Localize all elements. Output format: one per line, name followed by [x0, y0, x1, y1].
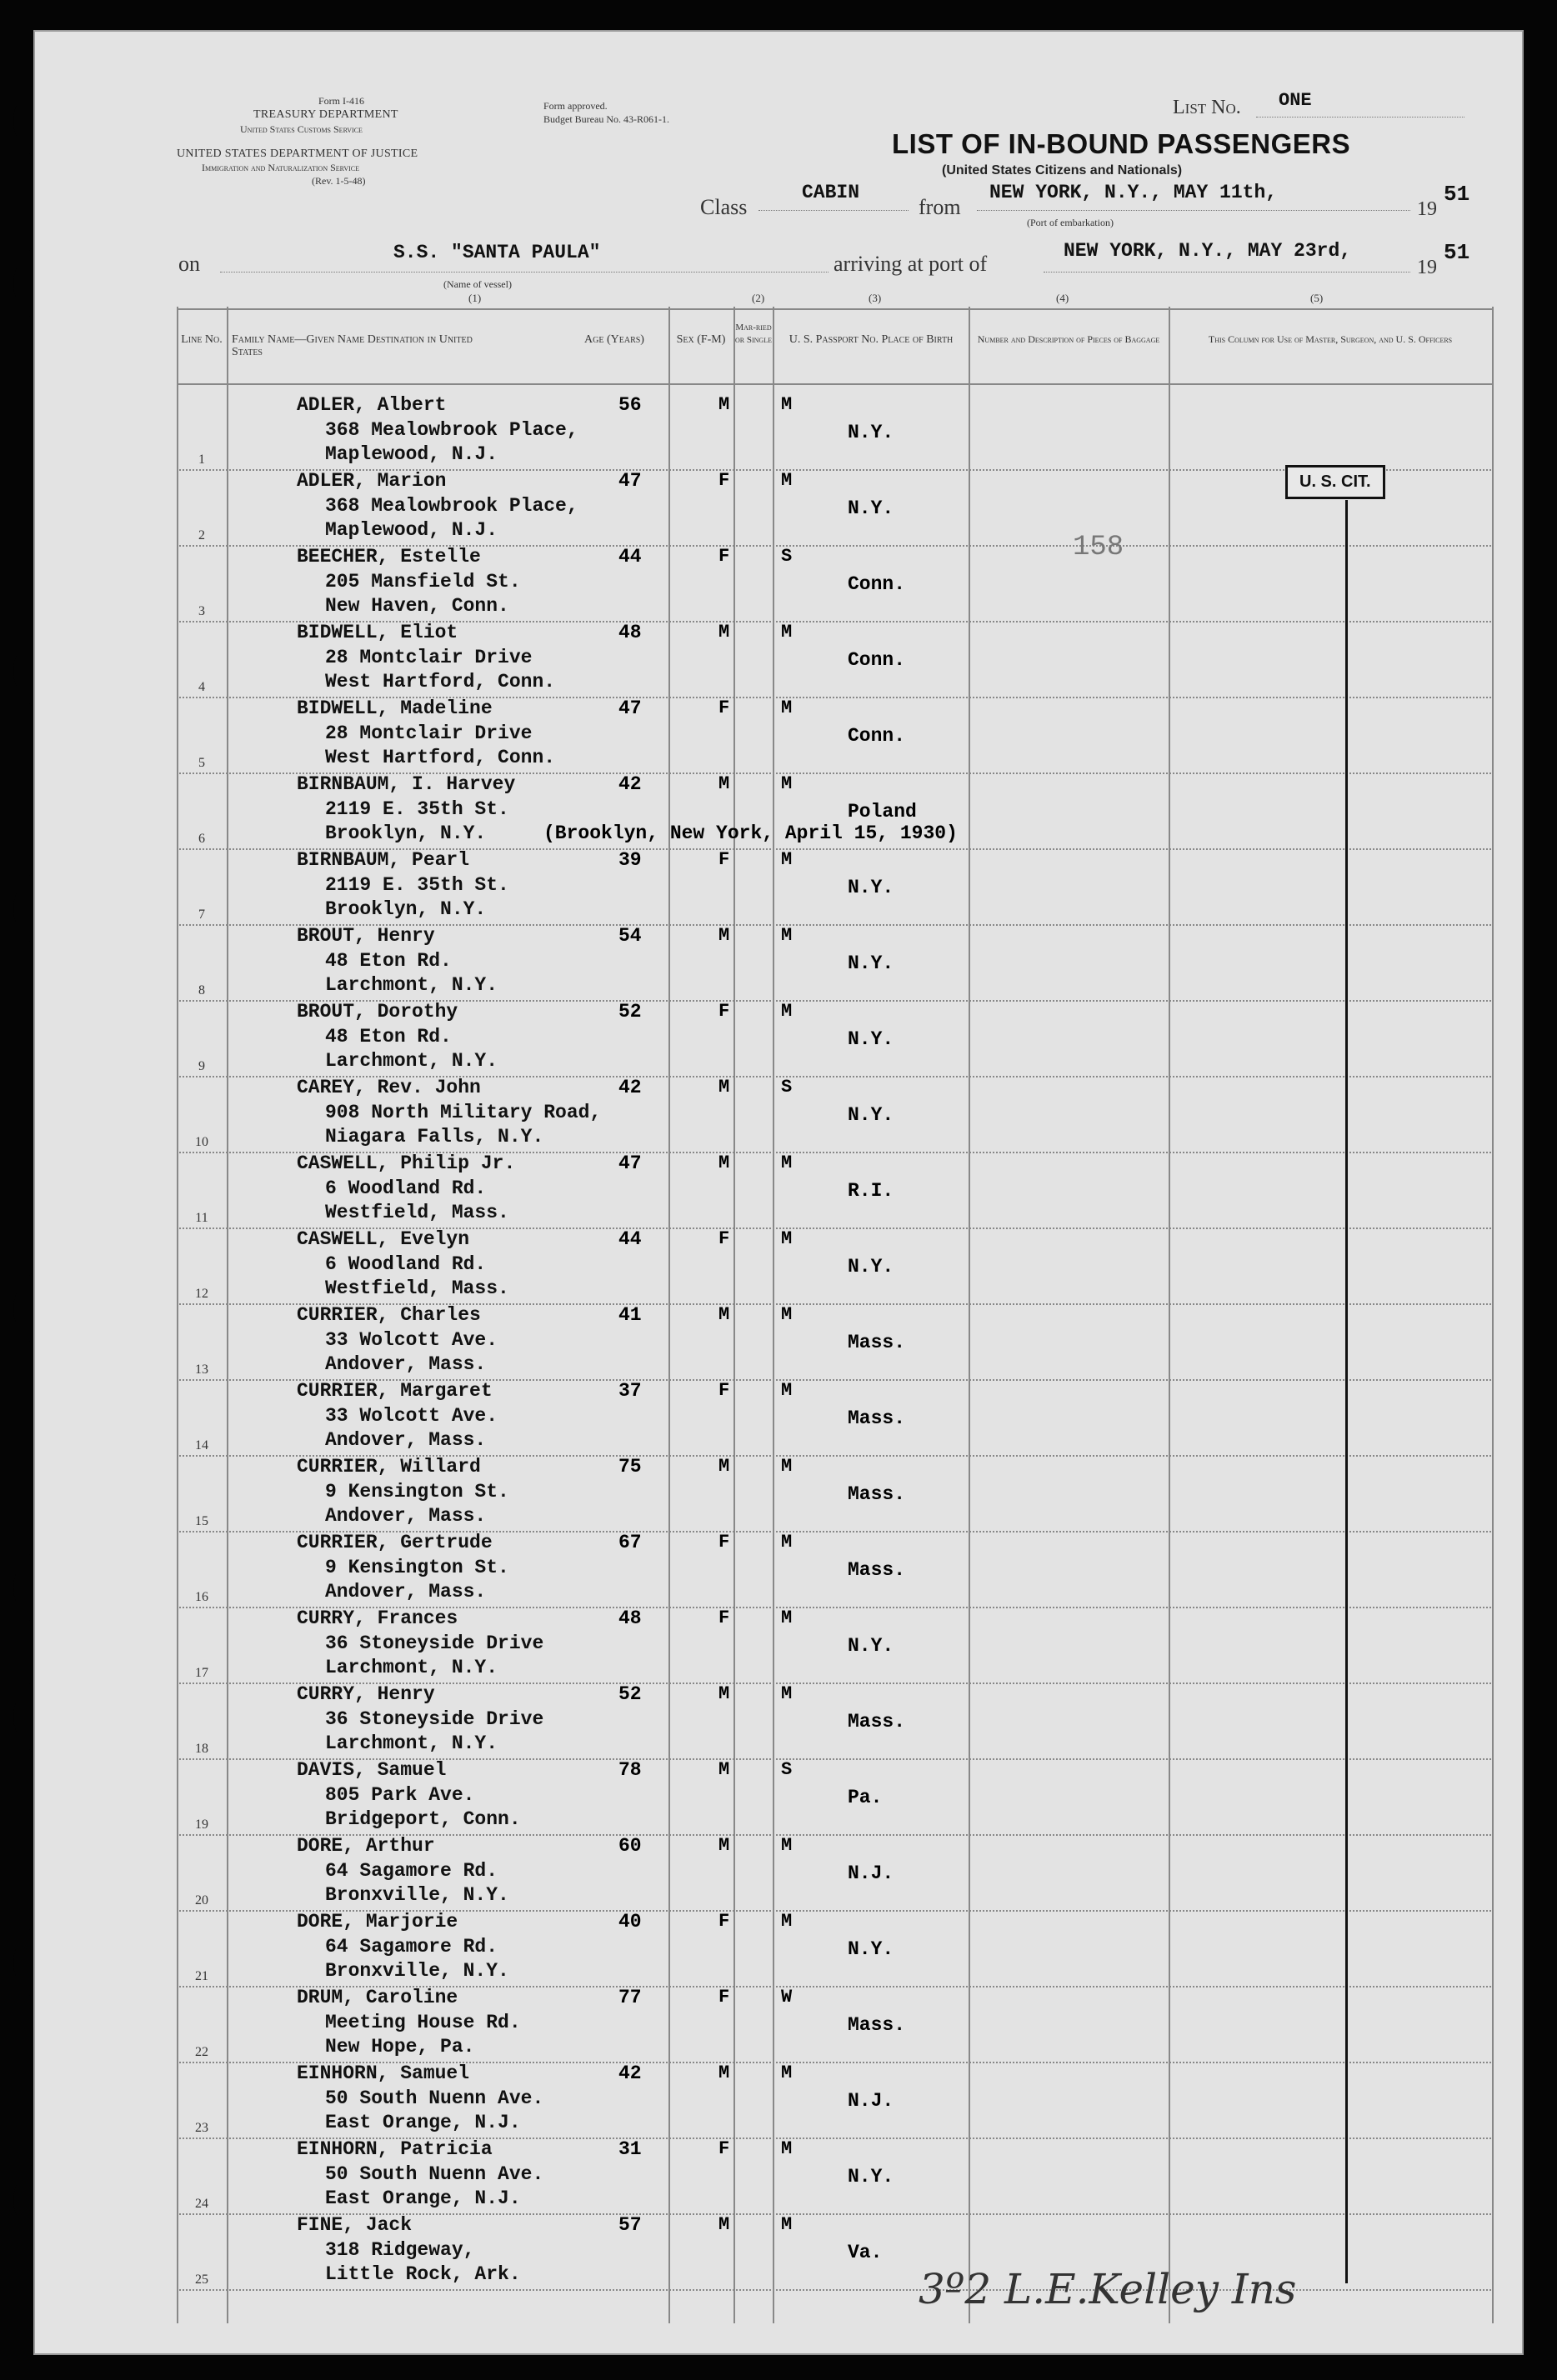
age-value: 44: [618, 1228, 642, 1250]
passenger-name: BEECHER, Estelle: [297, 546, 481, 568]
address-line-2: Bridgeport, Conn.: [325, 1808, 521, 1830]
address-line-1: 50 South Nuenn Ave.: [325, 2088, 544, 2109]
passenger-name: FINE, Jack: [297, 2214, 413, 2236]
sex-value: F: [718, 698, 730, 718]
age-value: 41: [618, 1304, 642, 1326]
address-line-2: East Orange, N.J.: [325, 2112, 521, 2133]
budget-bureau: Budget Bureau No. 43-R061-1.: [543, 113, 669, 125]
sex-value: F: [718, 1987, 730, 2008]
list-no-value: ONE: [1279, 90, 1312, 111]
arrival-year: 51: [1444, 240, 1470, 265]
line-number: 23: [195, 2121, 208, 2135]
us-citizen-stamp: U. S. CIT.: [1285, 465, 1385, 499]
sex-value: M: [718, 1456, 730, 1477]
place-of-birth: N.Y.: [848, 952, 894, 974]
marital-status: M: [781, 1001, 793, 1022]
address-line-1: 33 Wolcott Ave.: [325, 1329, 498, 1351]
col-header-name: Family Name—Given Name Destination in United States: [232, 333, 473, 358]
line-number: 13: [195, 1362, 208, 1377]
address-line-2: Maplewood, N.J.: [325, 443, 498, 465]
passenger-name: CASWELL, Philip Jr.: [297, 1152, 516, 1174]
place-of-birth: N.Y.: [848, 1256, 894, 1278]
table-top-rule: [177, 308, 1494, 310]
line-number: 18: [195, 1742, 208, 1756]
marital-status: M: [781, 470, 793, 491]
sex-value: F: [718, 849, 730, 870]
marital-status: M: [781, 1683, 793, 1704]
column-number: (2): [752, 292, 765, 304]
table-row: [177, 1379, 1494, 1457]
line-number: 17: [195, 1666, 208, 1680]
manifest-page: [33, 30, 1524, 2355]
marital-status: M: [781, 849, 793, 870]
column-number: (1): [468, 292, 482, 304]
line-number: 6: [198, 832, 205, 846]
address-line-2: Andover, Mass.: [325, 1505, 487, 1527]
place-of-birth: Conn.: [848, 573, 906, 595]
sex-value: M: [718, 1077, 730, 1098]
marital-status: M: [781, 1911, 793, 1932]
class-value: CABIN: [802, 182, 860, 203]
line-number: 21: [195, 1969, 208, 1983]
sex-value: M: [718, 394, 730, 415]
address-line-1: 205 Mansfield St.: [325, 571, 521, 592]
address-line-2: Larchmont, N.Y.: [325, 1657, 498, 1678]
line-number: 19: [195, 1818, 208, 1832]
age-value: 52: [618, 1001, 642, 1022]
address-line-2: Maplewood, N.J.: [325, 519, 498, 541]
arrival-value: NEW YORK, N.Y., MAY 23rd,: [1064, 240, 1352, 262]
line-number: 14: [195, 1438, 208, 1452]
address-line-2: Brooklyn, N.Y.: [325, 898, 487, 920]
place-of-birth: Mass.: [848, 1408, 906, 1429]
sex-value: F: [718, 1380, 730, 1401]
address-line-2: Westfield, Mass.: [325, 1202, 509, 1223]
age-value: 78: [618, 1759, 642, 1781]
passenger-name: ADLER, Marion: [297, 470, 447, 492]
officer-signature: 3º2 L.E.Kelley Ins: [919, 2265, 1297, 2313]
immigration-service: Immigration and Naturalization Service: [202, 162, 360, 173]
arriving-label: arriving at port of: [834, 252, 988, 276]
table-row: [177, 1531, 1494, 1608]
col-header-officers: This Column for Use of Master, Surgeon, and U. S. Officers: [1208, 333, 1453, 345]
place-of-birth: N.Y.: [848, 498, 894, 519]
address-line-1: 48 Eton Rd.: [325, 950, 452, 972]
passenger-name: CURRY, Henry: [297, 1683, 435, 1705]
address-line-1: 2119 E. 35th St.: [325, 874, 509, 896]
line-number: 4: [198, 680, 205, 694]
table-row: [177, 1986, 1494, 2063]
address-line-1: 805 Park Ave.: [325, 1784, 475, 1806]
address-line-2: Westfield, Mass.: [325, 1278, 509, 1299]
age-value: 52: [618, 1683, 642, 1705]
address-line-1: 64 Sagamore Rd.: [325, 1936, 498, 1958]
line-number: 1: [198, 452, 205, 467]
col-header-sex: Sex (F-M): [676, 333, 726, 346]
age-value: 75: [618, 1456, 642, 1478]
table-row: [177, 2062, 1494, 2139]
place-of-birth: N.J.: [848, 2090, 894, 2112]
passenger-name: DAVIS, Samuel: [297, 1759, 447, 1781]
sex-value: F: [718, 1608, 730, 1628]
line-number: 3: [198, 604, 205, 618]
place-of-birth: Pa.: [848, 1787, 883, 1808]
sex-value: M: [718, 925, 730, 946]
address-line-2: West Hartford, Conn.: [325, 671, 556, 692]
sex-value: F: [718, 1228, 730, 1249]
address-line-2: Andover, Mass.: [325, 1429, 487, 1451]
sex-value: M: [718, 2214, 730, 2235]
line-number: 11: [195, 1211, 208, 1225]
address-line-2: Andover, Mass.: [325, 1581, 487, 1602]
col-header-passport: U. S. Passport No. Place of Birth: [789, 333, 954, 346]
line-number: 5: [198, 756, 205, 770]
table-row: [177, 1303, 1494, 1381]
age-value: 39: [618, 849, 642, 871]
year-prefix: 19: [1417, 198, 1437, 220]
address-line-1: 2119 E. 35th St.: [325, 798, 509, 820]
passenger-name: BIRNBAUM, Pearl: [297, 849, 470, 871]
place-of-birth: N.J.: [848, 1862, 894, 1884]
place-of-birth: Poland: [848, 801, 917, 822]
on-label: on: [178, 252, 200, 276]
age-value: 67: [618, 1532, 642, 1553]
address-line-2: New Haven, Conn.: [325, 595, 509, 617]
age-value: 44: [618, 546, 642, 568]
age-value: 48: [618, 622, 642, 643]
passenger-name: CASWELL, Evelyn: [297, 1228, 470, 1250]
address-line-2: Bronxville, N.Y.: [325, 1884, 509, 1906]
age-value: 47: [618, 1152, 642, 1174]
passenger-name: DORE, Marjorie: [297, 1911, 458, 1932]
age-value: 31: [618, 2138, 642, 2160]
table-row: [177, 621, 1494, 698]
marital-status: M: [781, 622, 793, 642]
address-line-1: 64 Sagamore Rd.: [325, 1860, 498, 1882]
table-row: [177, 393, 1494, 471]
line-number: 10: [195, 1135, 208, 1149]
marital-status: W: [781, 1987, 793, 2008]
address-line-1: 908 North Military Road,: [325, 1102, 602, 1123]
address-line-1: 48 Eton Rd.: [325, 1026, 452, 1048]
column-number: (4): [1056, 292, 1069, 304]
justice-dept: UNITED STATES DEPARTMENT OF JUSTICE: [177, 148, 418, 160]
table-row: [177, 772, 1494, 850]
age-value: 42: [618, 773, 642, 795]
revision-date: (Rev. 1-5-48): [312, 175, 366, 187]
place-of-birth: N.Y.: [848, 1635, 894, 1657]
passenger-name: CURRIER, Charles: [297, 1304, 481, 1326]
table-row: [177, 1607, 1494, 1684]
marital-status: M: [781, 2138, 793, 2159]
passenger-name: BROUT, Dorothy: [297, 1001, 458, 1022]
passenger-name: EINHORN, Samuel: [297, 2062, 470, 2084]
age-value: 42: [618, 1077, 642, 1098]
page-title: LIST OF IN-BOUND PASSENGERS: [892, 128, 1351, 159]
passenger-name: CURRIER, Willard: [297, 1456, 481, 1478]
age-value: 37: [618, 1380, 642, 1402]
address-line-1: 368 Mealowbrook Place,: [325, 495, 578, 517]
age-value: 40: [618, 1911, 642, 1932]
place-of-birth: N.Y.: [848, 2166, 894, 2188]
marital-status: M: [781, 1835, 793, 1856]
table-row: [177, 1758, 1494, 1836]
sex-value: F: [718, 470, 730, 491]
place-of-birth: R.I.: [848, 1180, 894, 1202]
address-line-2: Andover, Mass.: [325, 1353, 487, 1375]
baggage-count: 158: [1073, 532, 1124, 563]
table-row: [177, 1228, 1494, 1305]
line-number: 15: [195, 1514, 208, 1528]
column-number: (5): [1310, 292, 1324, 304]
address-line-1: 28 Montclair Drive: [325, 647, 533, 668]
form-number: Form I-416: [318, 95, 364, 107]
line-number: 8: [198, 983, 205, 998]
sex-value: M: [718, 1683, 730, 1704]
address-line-2: Brooklyn, N.Y.: [325, 822, 487, 844]
line-number: 12: [195, 1287, 208, 1301]
age-value: 47: [618, 698, 642, 719]
address-line-1: 6 Woodland Rd.: [325, 1253, 487, 1275]
address-line-2: East Orange, N.J.: [325, 2188, 521, 2209]
age-value: 54: [618, 925, 642, 947]
line-number: 22: [195, 2045, 208, 2059]
marital-status: M: [781, 1380, 793, 1401]
place-of-birth: Mass.: [848, 1483, 906, 1505]
address-line-1: 368 Mealowbrook Place,: [325, 419, 578, 441]
place-of-birth: N.Y.: [848, 1104, 894, 1126]
age-value: 42: [618, 2062, 642, 2084]
age-value: 56: [618, 394, 642, 416]
address-line-1: 36 Stoneyside Drive: [325, 1708, 544, 1730]
age-value: 47: [618, 470, 642, 492]
line-number: 2: [198, 528, 205, 542]
place-of-birth: Mass.: [848, 1711, 906, 1732]
col-header-baggage: Number and Description of Pieces of Baggage: [977, 333, 1160, 345]
stamp-continuation-line: [1345, 500, 1348, 2283]
passenger-name: ADLER, Albert: [297, 394, 447, 416]
marital-status: M: [781, 1608, 793, 1628]
line-number: 25: [195, 2272, 208, 2287]
address-line-1: 36 Stoneyside Drive: [325, 1632, 544, 1654]
place-of-birth: N.Y.: [848, 877, 894, 898]
sex-value: M: [718, 2062, 730, 2083]
passenger-name: BIDWELL, Eliot: [297, 622, 458, 643]
table-row: [177, 1834, 1494, 1912]
page-subtitle: (United States Citizens and Nationals): [942, 163, 1183, 178]
dotted-rule: [758, 210, 909, 211]
col-header-married: Mar-ried or Single: [735, 322, 772, 345]
address-line-1: Meeting House Rd.: [325, 2012, 521, 2033]
place-of-birth: N.Y.: [848, 1028, 894, 1050]
sex-value: F: [718, 1911, 730, 1932]
passenger-name: CURRIER, Gertrude: [297, 1532, 493, 1553]
marital-status: M: [781, 2062, 793, 2083]
dotted-rule: [977, 210, 1410, 211]
age-value: 57: [618, 2214, 642, 2236]
form-approved: Form approved.: [543, 100, 608, 112]
line-number: 7: [198, 908, 205, 922]
table-row: [177, 1455, 1494, 1532]
line-number: 16: [195, 1590, 208, 1604]
sex-value: M: [718, 1304, 730, 1325]
line-number: 9: [198, 1059, 205, 1073]
treasury-dept: TREASURY DEPARTMENT: [253, 108, 398, 121]
birth-note: (Brooklyn, New York, April 15, 1930): [543, 822, 958, 844]
column-number: (3): [869, 292, 882, 304]
passenger-name: BIDWELL, Madeline: [297, 698, 493, 719]
table-row: [177, 848, 1494, 926]
age-value: 48: [618, 1608, 642, 1629]
passenger-name: CURRY, Frances: [297, 1608, 458, 1629]
marital-status: S: [781, 546, 793, 567]
from-value: NEW YORK, N.Y., MAY 11th,: [989, 182, 1278, 203]
marital-status: M: [781, 394, 793, 415]
vessel-label: (Name of vessel): [443, 278, 512, 290]
sex-value: M: [718, 1759, 730, 1780]
sex-value: M: [718, 1152, 730, 1173]
table-row: [177, 697, 1494, 774]
table-row: [177, 1076, 1494, 1153]
address-line-2: West Hartford, Conn.: [325, 747, 556, 768]
sex-value: F: [718, 1532, 730, 1552]
line-number: 24: [195, 2197, 208, 2211]
class-label: Class: [700, 195, 748, 219]
address-line-2: Little Rock, Ark.: [325, 2263, 521, 2285]
marital-status: M: [781, 1152, 793, 1173]
place-of-birth: Mass.: [848, 1559, 906, 1581]
marital-status: M: [781, 773, 793, 794]
table-row: [177, 2138, 1494, 2215]
vessel-name: S.S. "SANTA PAULA": [393, 242, 601, 263]
col-header-age: Age (Years): [584, 333, 644, 346]
table-row: [177, 1000, 1494, 1078]
from-year: 51: [1444, 182, 1470, 207]
address-line-1: 9 Kensington St.: [325, 1481, 509, 1502]
marital-status: S: [781, 1077, 793, 1098]
address-line-2: Larchmont, N.Y.: [325, 1732, 498, 1754]
place-of-birth: Conn.: [848, 725, 906, 747]
address-line-2: Larchmont, N.Y.: [325, 974, 498, 996]
table-row: [177, 545, 1494, 622]
address-line-2: Bronxville, N.Y.: [325, 1960, 509, 1982]
address-line-1: 50 South Nuenn Ave.: [325, 2163, 544, 2185]
from-label: from: [919, 195, 961, 219]
sex-value: M: [718, 773, 730, 794]
table-row: [177, 924, 1494, 1002]
passenger-name: CURRIER, Margaret: [297, 1380, 493, 1402]
passenger-name: DORE, Arthur: [297, 1835, 435, 1857]
line-number: 20: [195, 1893, 208, 1908]
dotted-rule: [1256, 117, 1464, 118]
place-of-birth: N.Y.: [848, 422, 894, 443]
place-of-birth: Va.: [848, 2242, 883, 2263]
address-line-1: 28 Montclair Drive: [325, 722, 533, 744]
marital-status: M: [781, 925, 793, 946]
sex-value: F: [718, 1001, 730, 1022]
sex-value: M: [718, 1835, 730, 1856]
port-embarkation-label: (Port of embarkation): [1027, 217, 1114, 228]
list-no-label: List No.: [1173, 97, 1241, 118]
year-prefix: 19: [1417, 257, 1437, 278]
marital-status: M: [781, 1304, 793, 1325]
address-line-1: 318 Ridgeway,: [325, 2239, 475, 2261]
table-row: [177, 1682, 1494, 1760]
passenger-name: EINHORN, Patricia: [297, 2138, 493, 2160]
marital-status: M: [781, 698, 793, 718]
marital-status: M: [781, 1532, 793, 1552]
address-line-1: 9 Kensington St.: [325, 1557, 509, 1578]
marital-status: M: [781, 1228, 793, 1249]
passenger-name: BROUT, Henry: [297, 925, 435, 947]
age-value: 60: [618, 1835, 642, 1857]
table-row: [177, 1152, 1494, 1229]
passenger-name: BIRNBAUM, I. Harvey: [297, 773, 516, 795]
age-value: 77: [618, 1987, 642, 2008]
place-of-birth: N.Y.: [848, 1938, 894, 1960]
address-line-2: Niagara Falls, N.Y.: [325, 1126, 544, 1148]
sex-value: M: [718, 622, 730, 642]
address-line-1: 33 Wolcott Ave.: [325, 1405, 498, 1427]
marital-status: M: [781, 2214, 793, 2235]
table-row: [177, 1910, 1494, 1988]
address-line-2: Larchmont, N.Y.: [325, 1050, 498, 1072]
sex-value: F: [718, 546, 730, 567]
address-line-1: 6 Woodland Rd.: [325, 1178, 487, 1199]
marital-status: M: [781, 1456, 793, 1477]
passenger-name: DRUM, Caroline: [297, 1987, 458, 2008]
marital-status: S: [781, 1759, 793, 1780]
passenger-name: CAREY, Rev. John: [297, 1077, 481, 1098]
col-header-line: Line No.: [181, 333, 223, 346]
customs-service: United States Customs Service: [240, 123, 363, 135]
place-of-birth: Conn.: [848, 649, 906, 671]
place-of-birth: Mass.: [848, 2014, 906, 2036]
address-line-2: New Hope, Pa.: [325, 2036, 475, 2058]
table-header-rule: [177, 383, 1494, 385]
sex-value: F: [718, 2138, 730, 2159]
place-of-birth: Mass.: [848, 1332, 906, 1353]
